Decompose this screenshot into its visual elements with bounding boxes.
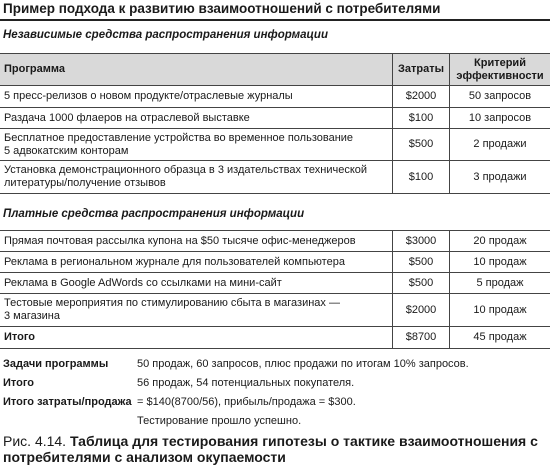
program-cell: Установка демонстрационного образца в 3 издательствах технической литературы/получение отзывов: [0, 161, 393, 194]
summary-value-total: 56 продаж, 54 потенциальных покупателя.: [137, 377, 355, 389]
program-cell: Реклама в Google AdWords со ссылками на мини-сайт: [0, 273, 393, 294]
criterion-cell: 10 продаж: [450, 252, 550, 273]
cost-cell: $500: [393, 129, 450, 161]
page-title: Пример подхода к развитию взаимоотношений с потребителями: [3, 1, 441, 16]
total-criterion: 45 продаж: [450, 327, 550, 349]
summary-label-cost-per-sale: Итого затраты/продажа: [3, 396, 132, 408]
cost-cell: $100: [393, 161, 450, 194]
title-divider: [0, 19, 550, 21]
program-cell: Реклама в региональном журнале для пользователей компьютера: [0, 252, 393, 273]
cost-cell: $2000: [393, 86, 450, 108]
criterion-cell: 10 продаж: [450, 294, 550, 327]
summary-value-cost-per-sale: = $140(8700/56), прибыль/продажа = $300.: [137, 396, 356, 408]
table-row: [0, 294, 550, 327]
figure-caption-text: Таблица для тестирования гипотезы о тактике взаимоотношения с потребителями с анализом окупаемости: [3, 433, 538, 465]
column-header-criterion: Критерий эффективности: [450, 54, 550, 86]
table-row: [0, 129, 550, 161]
paid-section-heading: Платные средства распространения информации: [3, 208, 305, 220]
criterion-cell: 3 продажи: [450, 161, 550, 194]
cost-cell: $500: [393, 252, 450, 273]
program-cell: Бесплатное предоставление устройства во временное пользование 5 адвокатским конторам: [0, 129, 393, 161]
table-row: [0, 161, 550, 194]
program-cell: 5 пресс-релизов о новом продукте/отраслевые журналы: [0, 86, 393, 108]
program-cell: Прямая почтовая рассылка купона на $50 тысяче офис-менеджеров: [0, 231, 393, 252]
column-header-cost: Затраты: [393, 54, 450, 86]
summary-label-total: Итого: [3, 377, 35, 389]
program-cell: Раздача 1000 флаеров на отраслевой выставке: [0, 108, 393, 129]
column-header-program: Программа: [0, 54, 393, 86]
criterion-cell: 10 запросов: [450, 108, 550, 129]
table-row: [0, 86, 550, 108]
summary-label-goals: Задачи программы: [3, 358, 109, 370]
criterion-cell: 2 продажи: [450, 129, 550, 161]
free-section-heading: Независимые средства распространения информации: [3, 29, 328, 41]
table-row: [0, 108, 550, 129]
total-row: [0, 327, 550, 349]
figure-caption: [3, 433, 543, 465]
table-row: [0, 231, 550, 252]
paid-media-table: [0, 230, 550, 349]
program-cell: Тестовые мероприятия по стимулированию сбыта в магазинах — 3 магазина: [0, 294, 393, 327]
criterion-cell: 5 продаж: [450, 273, 550, 294]
total-cost: $8700: [393, 327, 450, 349]
table-row: [0, 252, 550, 273]
criterion-cell: 50 запросов: [450, 86, 550, 108]
cost-cell: $500: [393, 273, 450, 294]
table-header-row: [0, 54, 550, 86]
free-media-table: [0, 53, 550, 194]
summary-value-goals: 50 продаж, 60 запросов, плюс продажи по итогам 10% запросов.: [137, 358, 469, 370]
cost-cell: $2000: [393, 294, 450, 327]
figure-number: Рис. 4.14.: [3, 433, 67, 449]
criterion-cell: 20 продаж: [450, 231, 550, 252]
table-row: [0, 273, 550, 294]
cost-cell: $100: [393, 108, 450, 129]
total-label: Итого: [0, 327, 393, 349]
summary-value-result: Тестирование прошло успешно.: [137, 415, 302, 427]
cost-cell: $3000: [393, 231, 450, 252]
